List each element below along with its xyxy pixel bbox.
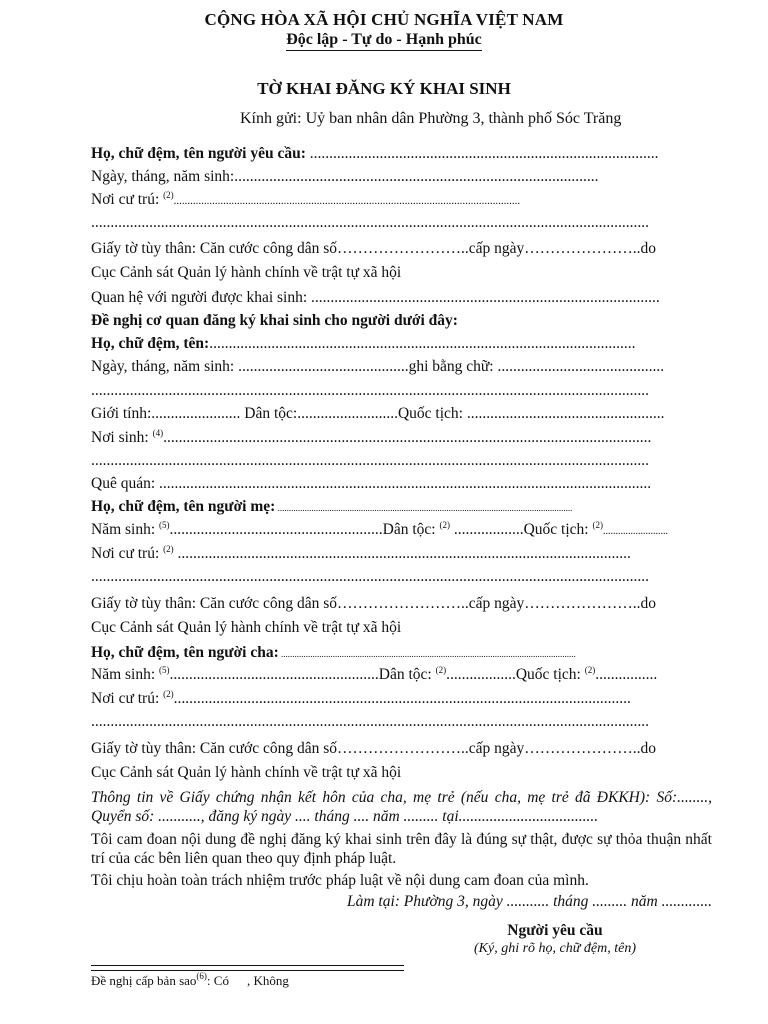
mother-nat-fill: ..........................	[602, 526, 668, 537]
requester-id-field: Giấy tờ tùy thân: Căn cước công dân số……………………..cấp ngày…………………..do	[91, 240, 657, 257]
footnote-ref: (2)	[439, 520, 450, 530]
child-dob-field: Ngày, tháng, năm sinh: ............................................ghi bằng chữ: ...........................................	[91, 358, 665, 375]
requester-relation-field: Quan hệ với người được khai sinh: ..........................................................................................	[91, 289, 660, 306]
place-date: Làm tại: Phường 3, ngày ........... tháng ......... năm .............	[346, 893, 712, 910]
requester-residence-field	[91, 190, 712, 210]
requester-name-label: Họ, chữ đệm, tên người yêu cầu:	[91, 145, 306, 162]
request-heading: Đề nghị cơ quan đăng ký khai sinh cho người dưới đây:	[91, 312, 458, 329]
father-id-issuer: Cục Cảnh sát Quản lý hành chính về trật tự xã hội	[91, 764, 402, 781]
father-residence-fill: ......................................................................................................................	[173, 690, 631, 707]
nation-title: CỘNG HÒA XÃ HỘI CHỦ NGHĨA VIỆT NAM	[204, 10, 564, 29]
father-residence-cont: ................................................................................................................................................	[91, 713, 649, 730]
father-nat-fill: ................	[595, 666, 658, 683]
child-gender-field: Giới tính:....................... Dân tộc:..........................Quốc tịch: ...................................................	[91, 405, 665, 422]
recipient: Kính gửi: Uỷ ban nhân dân Phường 3, thành phố Sóc Trăng	[240, 110, 622, 127]
footnote-ref: (2)	[435, 665, 447, 675]
child-name-field	[91, 334, 712, 354]
responsibility-statement: Tôi chịu hoàn toàn trách nhiệm trước pháp luật về nội dung cam đoan của mình.	[91, 872, 589, 889]
mother-birth-fill: .......................................................Dân tộc:	[169, 521, 440, 538]
requester-dob-field: Ngày, tháng, năm sinh:..............................................................................................	[91, 168, 599, 185]
father-name-field	[91, 643, 712, 663]
copy-request	[91, 973, 289, 989]
copy-yes: : Có	[206, 973, 229, 988]
signature-title: Người yêu cầu	[507, 922, 603, 939]
mother-residence-field	[91, 544, 712, 564]
requester-id-issuer: Cục Cảnh sát Quản lý hành chính về trật tự xã hội	[91, 264, 402, 281]
child-hometown-field: Quê quán: ...............................................................................................................................	[91, 475, 652, 492]
requester-residence-cont: ................................................................................................................................................	[91, 214, 649, 231]
mother-id-issuer: Cục Cảnh sát Quản lý hành chính về trật tự xã hội	[91, 619, 402, 636]
copy-label: Đề nghị cấp bản sao	[91, 973, 197, 988]
footnote-ref: (2)	[163, 689, 174, 699]
commitment-statement: Tôi cam đoan nội dung đề nghị đăng ký khai sinh trên đây là đúng sự thật, được sự thỏa thuận nhất trí của các bên liên quan theo quy định pháp luật.	[91, 831, 712, 867]
father-residence-label: Nơi cư trú:	[91, 690, 164, 707]
father-id-field: Giấy tờ tùy thân: Căn cước công dân số……………………..cấp ngày…………………..do	[91, 740, 657, 757]
footnote-ref: (2)	[163, 190, 174, 200]
footnote-ref: (5)	[159, 665, 170, 675]
child-name-fill: ..............................................................................................................	[209, 335, 636, 352]
requester-residence-label: Nơi cư trú:	[91, 191, 164, 208]
father-birth-label: Năm sinh:	[91, 666, 160, 683]
child-name-label: Họ, chữ đệm, tên:	[91, 335, 210, 352]
motto-text: Độc lập - Tự do - Hạnh phúc	[286, 31, 482, 51]
mother-residence-fill: .....................................................................................................................	[173, 545, 631, 562]
mother-residence-cont: ................................................................................................................................................	[91, 568, 649, 585]
mother-id-field: Giấy tờ tùy thân: Căn cước công dân số……………………..cấp ngày…………………..do	[91, 595, 657, 612]
footer-divider	[91, 970, 404, 971]
mother-name-label: Họ, chữ đệm, tên người mẹ:	[91, 498, 276, 515]
mother-birth-field	[91, 520, 712, 540]
footnote-ref: (5)	[159, 520, 170, 530]
mother-ethnic-fill: ..................Quốc tịch:	[449, 521, 593, 538]
mother-residence-label: Nơi cư trú:	[91, 545, 164, 562]
footnote-ref: (2)	[592, 520, 603, 530]
footnote-ref: (2)	[584, 665, 596, 675]
father-name-fill: ...................................................................................................................................	[278, 649, 576, 659]
child-birthplace-field	[91, 428, 712, 448]
father-birth-field	[91, 665, 712, 685]
child-dob-cont: ................................................................................................................................................	[91, 382, 649, 399]
mother-name-fill: ...................................................................................................................................	[275, 503, 573, 513]
footnote-ref: (4)	[152, 428, 164, 438]
footnote-ref: (2)	[163, 544, 174, 554]
signature-note: (Ký, ghi rõ họ, chữ đệm, tên)	[474, 941, 636, 956]
mother-birth-label: Năm sinh:	[91, 521, 160, 538]
father-name-label: Họ, chữ đệm, tên người cha:	[91, 644, 279, 661]
child-birthplace-fill: ..............................................................................................................................	[163, 429, 652, 446]
father-ethnic-fill: ..................Quốc tịch:	[446, 666, 585, 683]
requester-name-field	[91, 144, 712, 164]
child-birthplace-cont: ................................................................................................................................................	[91, 452, 649, 469]
motto	[0, 31, 768, 49]
father-birth-fill: ......................................................Dân tộc:	[169, 666, 436, 683]
requester-name-fill: ..........................................................................................	[305, 145, 659, 162]
child-birthplace-label: Nơi sinh:	[91, 429, 153, 446]
mother-name-field	[91, 497, 712, 517]
footnote-ref: (6)	[196, 971, 207, 981]
marriage-info: Thông tin về Giấy chứng nhận kết hôn của cha, mẹ trẻ (nếu cha, mẹ trẻ đã ĐKKH): Số:........, Quyển số: ..........., đăng ký ngày .... tháng .... năm ......... tại....................................	[91, 789, 712, 825]
requester-residence-fill: ..............................................................................................................................	[173, 195, 521, 207]
form-title: TỜ KHAI ĐĂNG KÝ KHAI SINH	[257, 79, 511, 98]
copy-no: , Không	[246, 973, 289, 988]
father-residence-field	[91, 689, 712, 709]
footer-divider	[91, 965, 404, 966]
